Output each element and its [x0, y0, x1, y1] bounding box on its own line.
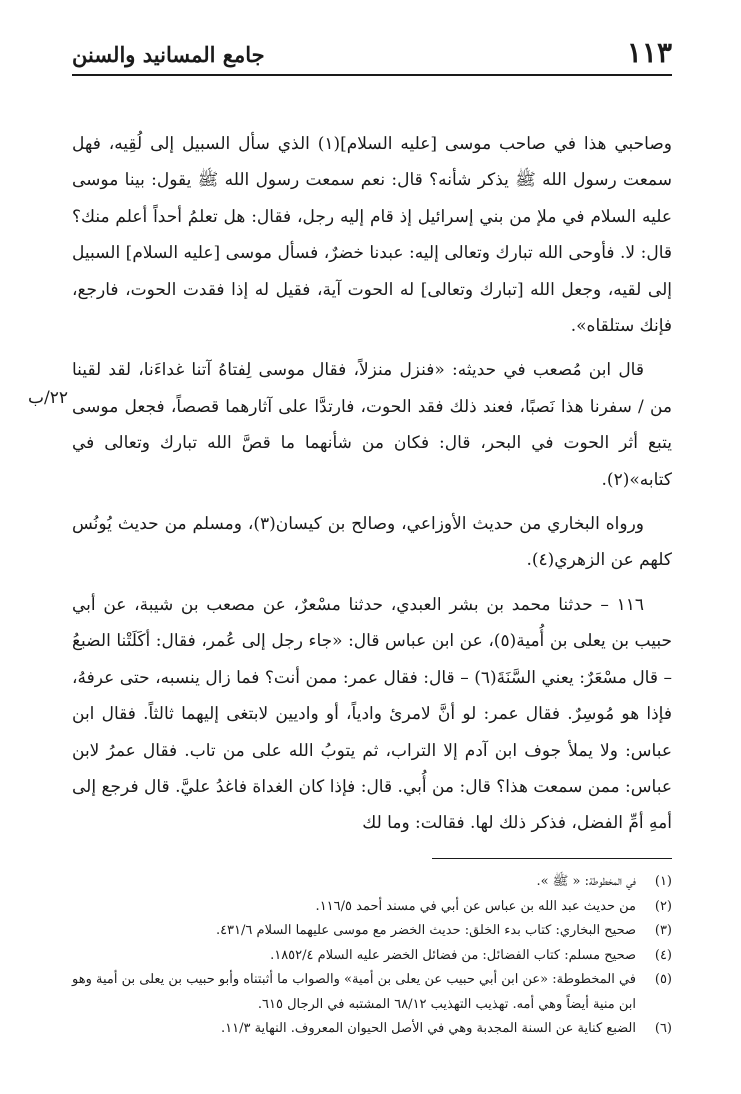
manuscript-folio-marker: ٢٢/ب	[28, 388, 68, 408]
footnote	[72, 895, 672, 920]
footnote	[72, 968, 672, 1017]
footnote-number: (١)	[654, 874, 672, 889]
footnote-text: في المخطوطة: « ﷺ ».	[536, 874, 636, 889]
footnote	[72, 1017, 672, 1042]
footnote-number: (٢)	[654, 898, 672, 914]
footnote-text: صحيح مسلم: كتاب الفضائل: من فضائل الخضر عليه السلام ١٨٥٢/٤.	[270, 947, 636, 963]
page-number: ١١٣	[626, 36, 672, 69]
paragraph: وصاحبي هذا في صاحب موسى [عليه السلام](١) الذي سأل السبيل إلى لُقِيه، فهل سمعت رسول الله ﷺ يذكر شأنه؟ قال: نعم سمعت رسول الله ﷺ يقول: بينا موسى عليه السلام في ملإ من بني إسرائيل إذ قام إليه رجل، فقال: هل تعلمُ أحداً أعلم منك؟ قال: لا. فأوحى الله تبارك وتعالى إليه: عبدنا خضرٌ، فسأل موسى [عليه السلام] السبيل إلى لقيه، وجعل الله [تبارك وتعالى] له الحوت آية، فقيل له إذا فقدت الحوت، فارجع، فإنك ستلقاه».	[72, 134, 672, 337]
footnote-number: (٦)	[654, 1021, 672, 1036]
footnote-text: صحيح البخاري: كتاب بدء الخلق: حديث الخضر مع موسى عليهما السلام ٤٣١/٦.	[215, 923, 636, 938]
footnote-text: في المخطوطة: «عن ابن أبي حبيب عن يعلى بن أمية» والصواب ما أثبتناه وأبو حبيب بن يعلى بن أمية وهو ابن منية أيضاً وهي أمه. تهذيب التهذيب ٦٨/١٢ المشتبه في الرجال ٦١٥.	[72, 972, 636, 1012]
header-rule	[72, 74, 672, 76]
footnote	[72, 870, 672, 895]
footnote-number: (٣)	[654, 923, 672, 938]
footnote-text: الضبع كناية عن السنة المجدبة وهي في الأصل الحيوان المعروف. النهاية ١١/٣.	[220, 1021, 636, 1036]
main-text	[72, 126, 672, 850]
paragraph: ورواه البخاري من حديث الأوزاعي، وصالح بن كيسان(٣)، ومسلم من حديث يُونُس كلهم عن الزهري(٤).	[72, 514, 672, 571]
footnotes	[72, 870, 672, 1042]
footnote-rule	[432, 858, 672, 859]
footnote	[72, 944, 672, 969]
page-header	[72, 32, 672, 76]
footnote	[72, 919, 672, 944]
paragraph: ١١٦ – حدثنا محمد بن بشر العبدي، حدثنا مسْعرٌ، عن مصعب بن شيبة، عن أبي حبيب بن يعلى بن أُمية(٥)، عن ابن عباس قال: «جاء رجل إلى عُمر، فقال: أكَلَتْنا الضبعُ – قال مسْعَرٌ: يعني السَّنَةَ(٦) – قال: فقال عمر: ممن أنت؟ فما زال ينسبه، حتى عرفهُ، فإذا هو مُوسِرٌ. فقال عمر: لو أنَّ لامرئ وادياً، أو واديين لابتغى إليهما ثالثاً. فقال ابن عباس: ولا يملأ جوف ابن آدم إلا التراب، ثم يتوبُ الله على من تاب. فقال عمرُ لابن عباس: ممن سمعت هذا؟ قال: من أُبي. قال: فإذا كان الغداة فاغدُ عليَّ. قال فرجع إلى أمهِ أمِّ الفضل، فذكر ذلك لها. فقالت: وما لك	[72, 594, 673, 834]
paragraph: قال ابن مُصعب في حديثه: «فنزل منزلاً، فقال موسى لِفتاهُ آتنا غداءَنا، لقد لقينا من / سفرنا هذا نَصبًا، فعند ذلك فقد الحوت، فارتدَّا على آثارهما قصصاً، فجعل موسى يتبع أثر الحوت في البحر، قال: فكان من شأنهما ما قصَّ الله تبارك وتعالى في كتابه»(٢).	[72, 360, 672, 490]
running-title: جامع المسانيد والسنن	[72, 42, 265, 67]
footnote-number: (٥)	[654, 972, 672, 987]
footnote-number: (٤)	[654, 947, 672, 963]
footnote-text: من حديث عبد الله بن عباس عن أبي في مسند أحمد ١١٦/٥.	[315, 898, 636, 914]
